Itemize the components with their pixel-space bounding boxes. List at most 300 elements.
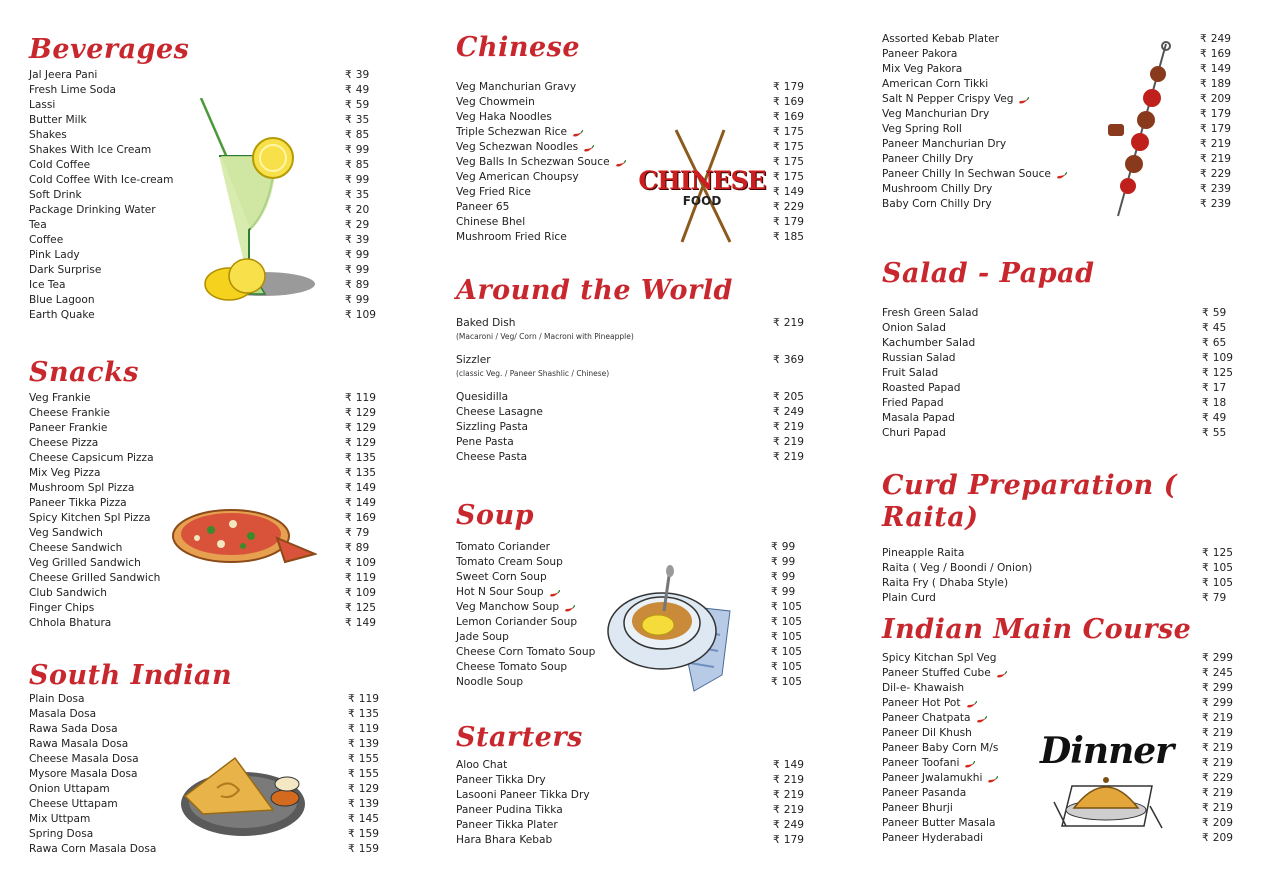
section-title-snacks: Snacks [29,357,139,388]
menu-item-name: Baked Dish [456,317,516,329]
menu-item [456,390,806,405]
menu-item-name: Cheese Lasagne [456,406,543,418]
currency-symbol: ₹ [348,828,355,840]
menu-item-name: Paneer Baby Corn M/s [882,742,999,754]
menu-item-name: Veg Balls In Schezwan Souce [456,156,610,168]
menu-item-name: Raita ( Veg / Boondi / Onion) [882,562,1033,574]
currency-symbol: ₹ [773,451,780,463]
chili-spicy-icon [583,143,594,151]
currency-symbol: ₹ [1202,727,1209,739]
menu-item [456,95,806,110]
menu-item-name: Jade Soup [456,631,509,643]
menu-item-price-group [345,158,369,173]
menu-item-name: Paneer Hyderabadi [882,832,984,844]
menu-item-name: Fruit Salad [882,367,939,379]
menu-item-price: 119 [355,392,376,404]
menu-item-name: Paneer Manchurian Dry [882,138,1007,150]
menu-item-price-group [345,293,369,308]
menu-item-price: 139 [358,738,379,750]
menu-item-price-group [1202,366,1233,381]
currency-symbol: ₹ [348,738,355,750]
currency-symbol: ₹ [771,586,778,598]
menu-item-name: Cheese Pasta [456,451,528,463]
menu-item-price: 99 [355,144,370,156]
menu-item-price: 219 [1212,742,1233,754]
menu-item-price: 99 [355,264,370,276]
currency-symbol: ₹ [1202,397,1209,409]
menu-item-price-group [1202,651,1233,666]
currency-symbol: ₹ [345,602,352,614]
currency-symbol: ₹ [345,294,352,306]
menu-item [456,788,806,803]
menu-item-price: 239 [1210,198,1231,210]
menu-item-price-group [345,113,369,128]
menu-item-price-group [773,420,804,435]
menu-item-name: Paneer Tikka Dry [456,774,546,786]
currency-symbol: ₹ [345,99,352,111]
menu-item-name: Mushroom Chilly Dry [882,183,993,195]
menu-item-price-group [1202,711,1233,726]
currency-symbol: ₹ [773,186,780,198]
menu-item-price-group [348,797,379,812]
currency-symbol: ₹ [345,482,352,494]
currency-symbol: ₹ [345,572,352,584]
menu-item-name: Butter Milk [29,114,87,126]
currency-symbol: ₹ [1200,153,1207,165]
menu-item-name: Aloo Chat [456,759,508,771]
menu-item-price-group [345,173,369,188]
menu-item [29,406,379,421]
currency-symbol: ₹ [1202,742,1209,754]
menu-item-name: Spring Dosa [29,828,94,840]
menu-item-name: Mushroom Fried Rice [456,231,567,243]
menu-item-price: 229 [1212,772,1233,784]
menu-item [882,711,1232,726]
menu-item-price-group [345,541,369,556]
currency-symbol: ₹ [1200,138,1207,150]
menu-item-name: Shakes [29,129,67,141]
currency-symbol: ₹ [773,436,780,448]
menu-item-name: Paneer Tikka Pizza [29,497,127,509]
menu-item-price: 219 [1212,757,1233,769]
menu-item-price: 179 [1210,108,1231,120]
menu-item-name: Paneer Tikka Plater [456,819,558,831]
menu-item-price-group [345,68,369,83]
currency-symbol: ₹ [348,708,355,720]
menu-item-name: Veg Spring Roll [882,123,962,135]
menu-item-name: Paneer Pakora [882,48,958,60]
menu-item-price: 219 [783,774,804,786]
currency-symbol: ₹ [773,216,780,228]
chinese-food-logo [636,128,768,246]
menu-item-price-group [773,316,804,331]
menu-item-name: Cheese Capsicum Pizza [29,452,154,464]
menu-item-price: 99 [781,571,796,583]
menu-item-price: 129 [355,422,376,434]
menu-item-name: Paneer 65 [456,201,510,213]
menu-item-name: Paneer Bhurji [882,802,953,814]
menu-item-price: 219 [783,451,804,463]
menu-item-name: Cheese Pizza [29,437,99,449]
currency-symbol: ₹ [345,159,352,171]
dinner-illustration [1032,730,1182,840]
menu-item-price-group [348,767,379,782]
menu-item [882,351,1232,366]
currency-symbol: ₹ [1202,337,1209,349]
menu-item-price-group [773,390,804,405]
menu-item-price: 99 [781,541,796,553]
menu-item-price-group [1200,167,1231,182]
menu-item [456,450,806,465]
pizza-illustration [167,502,317,572]
menu-item-price: 149 [355,482,376,494]
menu-item [29,83,379,98]
menu-item-name: Tomato Coriander [456,541,550,553]
menu-item-price: 59 [355,99,370,111]
currency-symbol: ₹ [771,616,778,628]
menu-item-price-group [1202,336,1226,351]
menu-item-price-group [345,511,376,526]
menu-item [456,540,806,555]
menu-item-price: 175 [783,156,804,168]
currency-symbol: ₹ [773,789,780,801]
menu-item-price: 105 [781,616,802,628]
menu-item-price: 299 [1212,697,1233,709]
menu-item-price-group [1202,396,1226,411]
menu-item-price: 179 [783,834,804,846]
menu-item-price-group [348,722,379,737]
currency-symbol: ₹ [1202,427,1209,439]
menu-item-price-group [345,436,376,451]
menu-item-price-group [773,833,804,848]
menu-item-price: 159 [358,828,379,840]
menu-item-price: 135 [358,708,379,720]
menu-item-price: 175 [783,126,804,138]
menu-item-price: 149 [783,759,804,771]
menu-item-name: Fresh Green Salad [882,307,979,319]
menu-item-name: Noodle Soup [456,676,524,688]
menu-item-name: Jal Jeera Pani [29,69,98,81]
chili-spicy-icon [549,588,560,596]
menu-item-price: 129 [355,437,376,449]
menu-item-name: Plain Curd [882,592,936,604]
currency-symbol: ₹ [348,768,355,780]
menu-item-name: Spicy Kitchen Spl Pizza [29,512,151,524]
menu-item-price-group [345,466,376,481]
menu-item-price-group [1202,831,1233,846]
menu-item-name: Sweet Corn Soup [456,571,547,583]
menu-item-price-group [1202,381,1226,396]
menu-item-price: 249 [1210,33,1231,45]
menu-item [29,737,379,752]
currency-symbol: ₹ [1200,183,1207,195]
menu-item [882,696,1232,711]
menu-item-name: Mysore Masala Dosa [29,768,138,780]
currency-symbol: ₹ [345,114,352,126]
menu-item-price: 129 [358,783,379,795]
menu-item-price: 89 [355,542,370,554]
chili-spicy-icon [966,699,977,707]
menu-item [456,316,806,353]
menu-item-price: 49 [1212,412,1227,424]
menu-item-price-group [1202,681,1233,696]
menu-item-price-group [773,435,804,450]
menu-item [456,80,806,95]
menu-item [882,681,1232,696]
menu-item [456,833,806,848]
menu-item-name: Cheese Uttapam [29,798,118,810]
menu-item-price-group [773,170,804,185]
currency-symbol: ₹ [1200,78,1207,90]
menu-item-price-group [773,353,804,368]
menu-item-name: Triple Schezwan Rice [456,126,567,138]
menu-item-name: Salt N Pepper Crispy Veg [882,93,1014,105]
menu-item-name: Fresh Lime Soda [29,84,117,96]
menu-item-name: Ice Tea [29,279,66,291]
currency-symbol: ₹ [771,631,778,643]
menu-item-name: Veg Haka Noodles [456,111,552,123]
menu-item-price-group [1200,197,1231,212]
menu-item-price: 29 [355,219,370,231]
menu-item-name: Cheese Sandwich [29,542,123,554]
menu-item-price-group [345,556,376,571]
menu-item-price: 169 [355,512,376,524]
curd-section [882,470,1232,606]
menu-item-price-group [771,555,795,570]
menu-item-price: 219 [1210,138,1231,150]
menu-item-price-group [773,185,804,200]
menu-item-price-group [345,98,369,113]
menu-item-price: 219 [1212,787,1233,799]
menu-item [456,353,806,390]
menu-item-price-group [345,218,369,233]
menu-item-price: 105 [781,631,802,643]
currency-symbol: ₹ [1202,817,1209,829]
menu-item-price-group [1202,741,1233,756]
snacks-section [29,357,379,631]
menu-item-price: 139 [358,798,379,810]
section-title-chinese: Chinese [456,32,581,63]
menu-item-price-group [771,660,802,675]
menu-item-name: Rawa Corn Masala Dosa [29,843,157,855]
menu-item-name: Mushroom Spl Pizza [29,482,135,494]
menu-item-price-group [1202,786,1233,801]
menu-item-name: Lemon Coriander Soup [456,616,578,628]
currency-symbol: ₹ [1202,412,1209,424]
currency-symbol: ₹ [1202,757,1209,769]
menu-item [29,586,379,601]
menu-item-price-group [345,83,369,98]
currency-symbol: ₹ [345,144,352,156]
section-title-indian-main-course: Indian Main Course [882,614,1192,645]
menu-item-price-group [773,80,804,95]
menu-item-price: 105 [1212,577,1233,589]
menu-item-name: Masala Papad [882,412,955,424]
currency-symbol: ₹ [345,422,352,434]
menu-item-price: 35 [355,189,370,201]
menu-item [882,411,1232,426]
menu-item-name: Pineapple Raita [882,547,965,559]
menu-item-name: Mix Veg Pizza [29,467,101,479]
currency-symbol: ₹ [345,264,352,276]
menu-item-name: Paneer Stuffed Cube [882,667,991,679]
menu-item-name: Cheese Grilled Sandwich [29,572,161,584]
section-title-south-indian: South Indian [29,660,233,691]
menu-item-name: Paneer Dil Khush [882,727,972,739]
currency-symbol: ₹ [771,556,778,568]
menu-item-price-group [773,155,804,170]
menu-item-price: 145 [358,813,379,825]
menu-item-price-group [1200,62,1231,77]
section-title-beverages: Beverages [29,34,190,65]
currency-symbol: ₹ [1202,787,1209,799]
menu-item-price-group [1200,77,1231,92]
menu-item-price: 109 [1212,352,1233,364]
menu-item-description: (classic Veg. / Paneer Shashlic / Chinese) [456,369,610,378]
menu-item-name: Cold Coffee [29,159,91,171]
menu-item-name: Russian Salad [882,352,956,364]
menu-item-price-group [773,110,804,125]
menu-item-name: Sizzler [456,354,491,366]
currency-symbol: ₹ [773,421,780,433]
menu-item-name: Paneer Chilly In Sechwan Souce [882,168,1051,180]
currency-symbol: ₹ [1202,382,1209,394]
menu-item-price-group [773,450,804,465]
menu-item-name: Blue Lagoon [29,294,95,306]
currency-symbol: ₹ [773,81,780,93]
menu-item-name: Pink Lady [29,249,80,261]
section-title-around-world: Around the World [456,275,733,306]
currency-symbol: ₹ [345,69,352,81]
menu-item-price-group [348,707,379,722]
menu-item [882,651,1232,666]
currency-symbol: ₹ [771,646,778,658]
currency-symbol: ₹ [1202,802,1209,814]
menu-item-price: 20 [355,204,370,216]
menu-item-price: 219 [783,436,804,448]
currency-symbol: ₹ [345,234,352,246]
menu-item [29,692,379,707]
currency-symbol: ₹ [345,129,352,141]
menu-item-price: 49 [355,84,370,96]
menu-item-price: 105 [781,601,802,613]
menu-item-price: 85 [355,159,370,171]
menu-item-price: 169 [1210,48,1231,60]
menu-item-name: Coffee [29,234,64,246]
menu-item-price: 135 [355,467,376,479]
currency-symbol: ₹ [773,406,780,418]
menu-item [882,591,1232,606]
currency-symbol: ₹ [345,527,352,539]
starters-list [456,758,806,848]
currency-symbol: ₹ [773,126,780,138]
menu-item-price-group [345,391,376,406]
menu-item-name: Kachumber Salad [882,337,976,349]
menu-item-name: Mix Veg Pakora [882,63,963,75]
menu-item-name: Lasooni Paneer Tikka Dry [456,789,590,801]
menu-item [29,616,379,631]
currency-symbol: ₹ [1200,123,1207,135]
currency-symbol: ₹ [348,783,355,795]
currency-symbol: ₹ [345,204,352,216]
menu-item-price-group [1202,816,1233,831]
menu-item-name: Paneer Pasanda [882,787,967,799]
menu-item-name: Fried Papad [882,397,944,409]
menu-item-price-group [345,601,376,616]
menu-item [456,758,806,773]
menu-item-price: 249 [783,406,804,418]
menu-item-price-group [345,481,376,496]
menu-item-price-group [773,125,804,140]
menu-item-price: 105 [1212,562,1233,574]
menu-item-price-group [1202,726,1233,741]
menu-item-name: American Corn Tikki [882,78,989,90]
curd-list [882,546,1232,606]
menu-item-name: Veg Manchurian Dry [882,108,990,120]
menu-item-price: 299 [1212,682,1233,694]
menu-item-price-group [773,818,804,833]
menu-item-price: 89 [355,279,370,291]
menu-item-price-group [348,812,379,827]
currency-symbol: ₹ [345,407,352,419]
menu-item-price-group [345,248,369,263]
menu-item-price: 129 [355,407,376,419]
menu-item-price: 175 [783,141,804,153]
currency-symbol: ₹ [1202,592,1209,604]
menu-item-price: 79 [355,527,370,539]
currency-symbol: ₹ [773,819,780,831]
currency-symbol: ₹ [1202,547,1209,559]
menu-item-price: 39 [355,69,370,81]
starters-section [456,722,806,848]
menu-item [29,481,379,496]
menu-item-name: Soft Drink [29,189,82,201]
menu-item-name: Veg Fried Rice [456,186,531,198]
menu-item-price: 155 [358,753,379,765]
menu-item-price: 159 [358,843,379,855]
chili-spicy-icon [572,128,583,136]
menu-item-name: Pene Pasta [456,436,514,448]
menu-item-price-group [348,692,379,707]
menu-item-name: Paneer Toofani [882,757,960,769]
kebab-skewer-illustration [1100,40,1180,220]
cocktail-illustration [177,98,317,308]
menu-item-price: 179 [783,81,804,93]
section-title-curd-preparation: Curd Preparation ( Raita) [882,470,1177,533]
menu-item-price: 179 [1210,123,1231,135]
menu-item-price: 299 [1212,652,1233,664]
menu-item-name: Rawa Masala Dosa [29,738,129,750]
menu-item-price-group [771,645,802,660]
menu-item-name: Baby Corn Chilly Dry [882,198,992,210]
menu-item-name: Tomato Cream Soup [456,556,563,568]
menu-item-price: 205 [783,391,804,403]
menu-item [29,308,379,323]
menu-item [29,68,379,83]
currency-symbol: ₹ [345,467,352,479]
currency-symbol: ₹ [771,676,778,688]
currency-symbol: ₹ [1202,367,1209,379]
chinese-logo-subtext: FOOD [682,194,722,208]
menu-item-price-group [1200,182,1231,197]
menu-item-price: 369 [783,354,804,366]
around-world-list [456,316,806,465]
currency-symbol: ₹ [348,753,355,765]
currency-symbol: ₹ [345,542,352,554]
menu-item-name: Veg Schezwan Noodles [456,141,579,153]
currency-symbol: ₹ [1200,63,1207,75]
menu-item-price: 169 [783,111,804,123]
